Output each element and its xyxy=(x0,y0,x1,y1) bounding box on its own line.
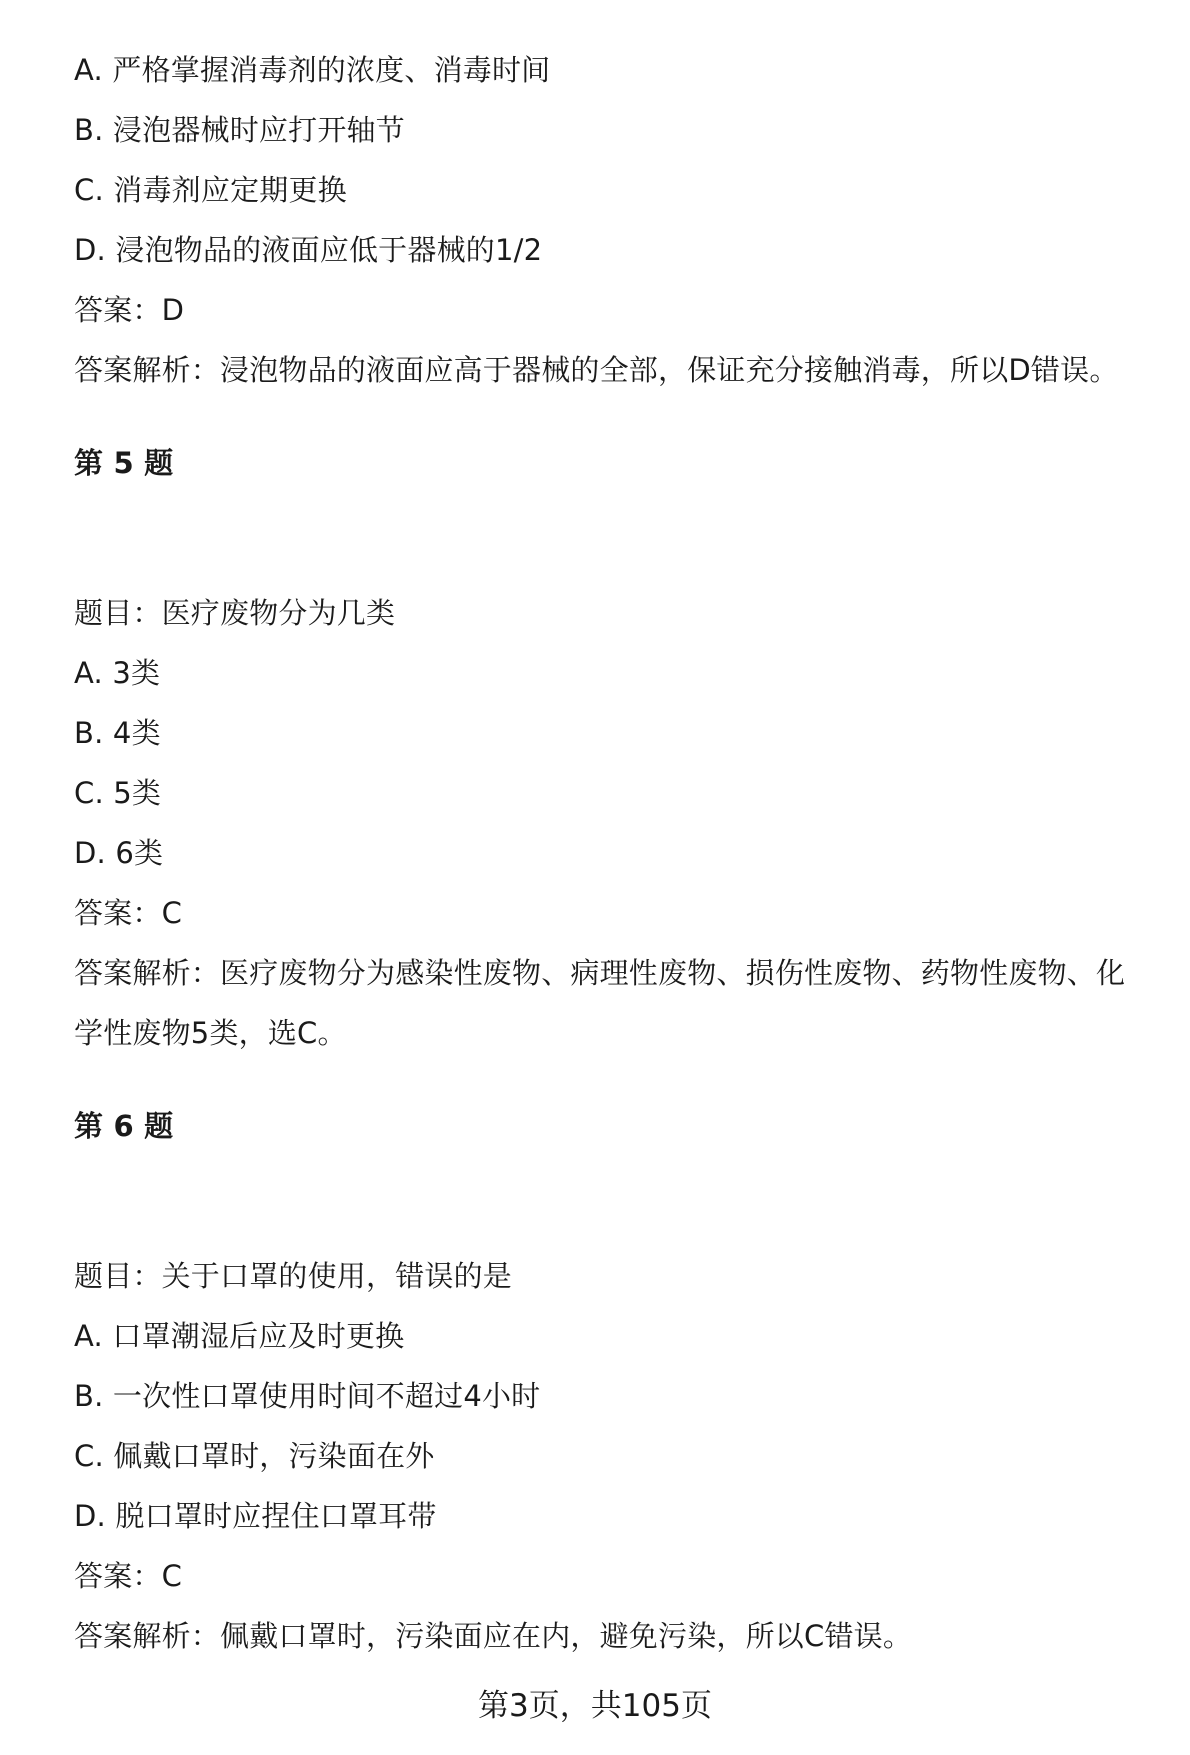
q6-option-c: C. 佩戴口罩时，污染面在外 xyxy=(74,1439,435,1473)
q6-option-b: B. 一次性口罩使用时间不超过4小时 xyxy=(74,1379,541,1413)
q4-option-a: A. 严格掌握消毒剂的浓度、消毒时间 xyxy=(74,53,551,87)
q5-answer: 答案：C xyxy=(74,896,183,930)
q4-option-d: D. 浸泡物品的液面应低于器械的1/2 xyxy=(74,233,543,267)
q4-option-b: B. 浸泡器械时应打开轴节 xyxy=(74,113,405,147)
q6-answer: 答案：C xyxy=(74,1559,183,1593)
q5-option-a: A. 3类 xyxy=(74,656,161,690)
q5-question: 题目：医疗废物分为几类 xyxy=(74,596,396,630)
q5-heading: 第 5 题 xyxy=(74,446,174,480)
q4-answer: 答案：D xyxy=(74,293,185,327)
q6-explanation: 答案解析：佩戴口罩时，污染面应在内，避免污染，所以C错误。 xyxy=(74,1619,913,1653)
q6-option-d: D. 脱口罩时应捏住口罩耳带 xyxy=(74,1499,437,1533)
page-number-footer: 第3页，共105页 xyxy=(478,1688,712,1724)
q5-option-b: B. 4类 xyxy=(74,716,161,750)
q5-option-d: D. 6类 xyxy=(74,836,164,870)
q5-option-c: C. 5类 xyxy=(74,776,162,810)
q6-question: 题目：关于口罩的使用，错误的是 xyxy=(74,1259,513,1293)
q5-explanation-line2: 学性废物5类，选C。 xyxy=(74,1016,347,1050)
q6-heading: 第 6 题 xyxy=(74,1109,174,1143)
q6-option-a: A. 口罩潮湿后应及时更换 xyxy=(74,1319,405,1353)
q4-option-c: C. 消毒剂应定期更换 xyxy=(74,173,347,207)
q5-explanation-line1: 答案解析：医疗废物分为感染性废物、病理性废物、损伤性废物、药物性废物、化 xyxy=(74,956,1126,990)
q4-explanation: 答案解析：浸泡物品的液面应高于器械的全部，保证充分接触消毒，所以D错误。 xyxy=(74,353,1119,387)
